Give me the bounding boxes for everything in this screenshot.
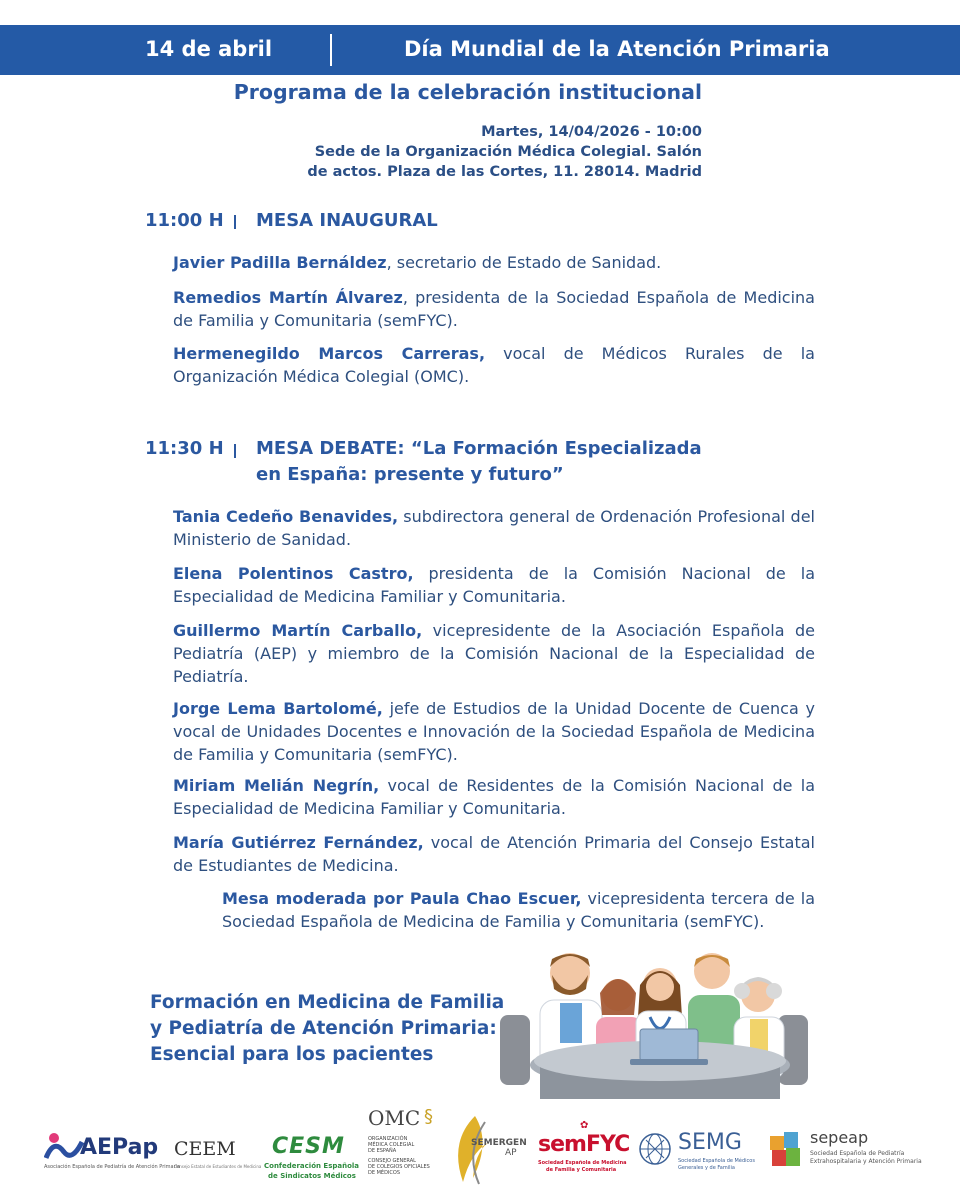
semg-subtitle-2: Generales y de Familia [678,1165,735,1171]
omc-caduceus-icon: § [424,1106,433,1127]
speaker-name: Hermenegildo Marcos Carreras, [173,344,486,363]
banner-divider [330,34,332,66]
speaker-role: , secretario de Estado de Sanidad. [386,253,662,272]
speaker-role: vocal de Residentes de la Comisión Nacional de la Especialidad de Medicina Familiar y Comunitaria. [173,776,816,818]
venue-info [282,122,702,182]
semergen-text: SEMERGEN [471,1138,527,1148]
sepeap-logo [766,1128,930,1180]
sepeap-subtitle-2: Extrahospitalaria y Atención Primaria [810,1158,922,1165]
sepeap-mark [766,1128,804,1172]
doctors-illustration [500,945,810,1105]
speaker-entry [173,619,815,688]
omc-subtitle-3: DE ESPAÑA [368,1148,397,1154]
speaker-name: Elena Polentinos Castro, [173,564,414,583]
moderator-entry [222,887,815,933]
speaker-role: presidenta de la Comisión Nacional de la Especialidad de Medicina Familiar y Comunitaria. [173,564,815,606]
speaker-entry [173,251,815,274]
ceem-subtitle: Consejo Estatal de Estudiantes de Medicina [174,1164,262,1169]
venue-datetime: Martes, 14/04/2026 - 10:00 [481,124,702,140]
sponsor-logos [40,1100,930,1190]
ceem-text: CEEM [174,1138,236,1160]
speaker-role: vocal de Médicos Rurales de la Organización Médica Colegial (OMC). [173,344,815,386]
sepeap-subtitle-1: Sociedad Española de Pediatría [810,1150,905,1157]
session1-title: MESA INAUGURAL [256,210,438,231]
program-title: Programa de la celebración institucional [233,80,702,104]
speaker-role: subdirectora general de Ordenación Profesional del Ministerio de Sanidad. [173,507,815,549]
omc-subtitle-5: DE COLEGIOS OFICIALES [368,1164,430,1170]
sepeap-text: sepeap [810,1128,869,1147]
session2-divider [234,444,236,458]
semergen-sub: AP [505,1148,517,1158]
semg-logo [638,1130,758,1180]
speaker-entry [173,697,815,766]
omc-subtitle-6: DE MÉDICOS [368,1170,400,1176]
speaker-entry [173,774,815,820]
speaker-role: jefe de Estudios de la Unidad Docente de Cuenca y vocal de Unidades Docentes e Innovación de la Sociedad Española de Medicina de Familia y Comunitaria (semFYC). [173,699,815,764]
session1-time: 11:00 H [145,210,224,231]
speaker-name: Tania Cedeño Benavides, [173,507,399,526]
cesm-logo [264,1134,364,1184]
semfyc-subtitle-2: de Familia y Comunitaria [546,1167,617,1173]
aepap-logo [44,1130,181,1180]
speaker-name: Javier Padilla Bernáldez [173,253,387,272]
omc-subtitle-1: ORGANIZACIÓN [368,1136,408,1142]
speaker-name: Remedios Martín Álvarez [173,288,403,307]
session2-title-line1: MESA DEBATE: “La Formación Especializada [256,438,702,459]
moderator-name: Mesa moderada por Paula Chao Escuer, [222,889,582,908]
cesm-subtitle-1: Confederación Española [264,1162,360,1170]
semg-subtitle-1: Sociedad Española de Médicos [678,1158,755,1164]
speaker-entry [173,342,815,388]
omc-logo [366,1106,442,1190]
cesm-subtitle-2: de Sindicatos Médicos [268,1172,356,1180]
session1-divider [234,215,236,229]
ceem-logo [174,1138,260,1178]
semg-text: SEMG [678,1130,742,1155]
semfyc-text: semFYC [538,1132,630,1157]
speaker-name: María Gutiérrez Fernández, [173,833,424,852]
moderator-role: vicepresidenta tercera de la Sociedad Española de Medicina de Familia y Comunitaria (semFYC). [222,889,815,931]
event-name: Día Mundial de la Atención Primaria [404,37,830,61]
semfyc-subtitle-1: Sociedad Española de Medicina [538,1160,627,1166]
speaker-role: vicepresidente de la Asociación Española de Pediatría (AEP) y miembro de la Comisión Nacional de la Especialidad de Pediatría. [173,621,815,686]
slogan-line-1: Formación en Medicina de Familia [150,992,505,1013]
semergen-mark [445,1112,535,1188]
speaker-name: Miriam Melián Negrín, [173,776,380,795]
speaker-name: Guillermo Martín Carballo, [173,621,423,640]
semfyc-emblem-icon: ✿ [580,1120,589,1131]
semfyc-logo [538,1120,638,1180]
aepap-text: AEPap [80,1135,159,1160]
omc-subtitle-4: CONSEJO GENERAL [368,1158,416,1164]
header-banner [0,25,960,75]
session2-title-line2: en España: presente y futuro” [256,464,564,485]
session2-title [256,436,702,488]
speaker-name: Jorge Lema Bartolomé, [173,699,383,718]
speaker-entry [173,831,815,877]
omc-text: OMC [368,1106,421,1130]
venue-line-3: de actos. Plaza de las Cortes, 11. 28014. Madrid [307,164,702,180]
speaker-entry [173,562,815,608]
speaker-role: , presidenta de la Sociedad Española de Medicina de Familia y Comunitaria (semFYC). [173,288,815,330]
semg-globe-icon [638,1132,672,1166]
session2-time: 11:30 H [145,438,224,459]
speaker-entry [173,286,815,332]
closing-slogan [150,990,510,1068]
cesm-text: CESM [272,1134,345,1159]
event-date: 14 de abril [145,37,273,61]
omc-subtitle-2: MÉDICA COLEGIAL [368,1142,415,1148]
slogan-line-2: y Pediatría de Atención Primaria: [150,1018,497,1039]
speaker-role: vocal de Atención Primaria del Consejo Estatal de Estudiantes de Medicina. [173,833,816,875]
speaker-entry [173,505,815,551]
venue-line-2: Sede de la Organización Médica Colegial. Salón [314,144,702,160]
slogan-line-3: Esencial para los pacientes [150,1044,434,1065]
aepap-subtitle: Asociación Española de Pediatría de Atención Primaria [44,1164,181,1170]
semergen-logo [445,1112,535,1188]
aepap-mark [44,1132,84,1162]
